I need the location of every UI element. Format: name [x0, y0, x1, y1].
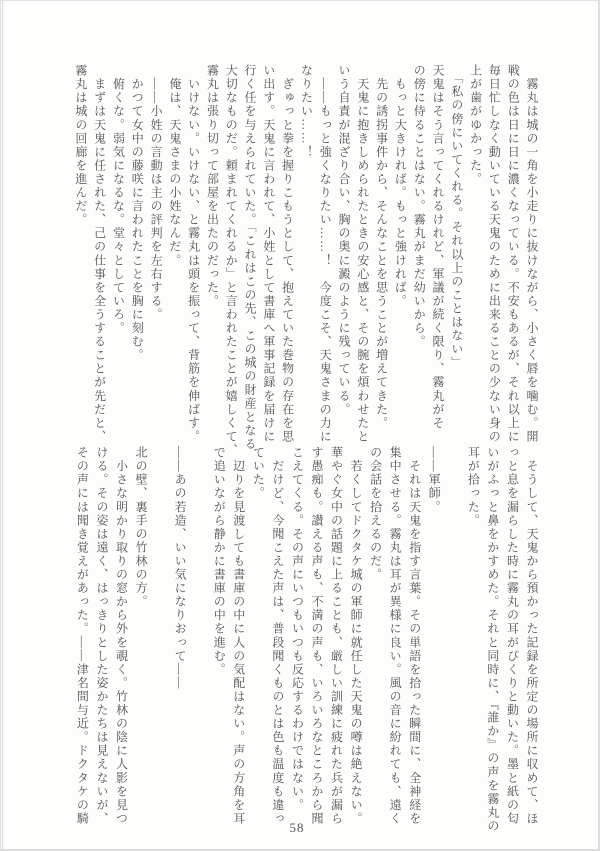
text-column-line — [189, 446, 209, 826]
text-column-line: いう自責が混ざり合い、胸の奥に澱のように残っている。 — [337, 64, 352, 417]
text-column-line: こえてくる。その声にいつもいつも反応するわけではない。 — [290, 446, 305, 812]
text-column-line: 霧丸は張り切って部屋を出たのだった。 — [205, 64, 220, 308]
text-column-line: 霧丸は城の一角を小走りに抜けながら、小さく唇を噛む。開 — [525, 64, 539, 444]
text-column-line — [150, 446, 170, 826]
text-band-top — [71, 64, 541, 457]
text-column-line: それは天鬼を指す言葉。その単語を拾った瞬間に、全神経を — [407, 446, 422, 826]
text-column-line: っと息を漏らした時に霧丸の耳がぴくりと動いた。墨と紙の匂 — [505, 446, 520, 826]
scan-edge-left — [2, 0, 3, 851]
text-column-line: 「私の傍にいてくれる。それ以上のことはない」 — [449, 64, 464, 370]
text-column-line: いがふっと鼻をかすめた。それと同時に、『誰か』の声を霧丸の — [485, 446, 500, 833]
text-column-line — [443, 446, 463, 826]
scan-edge-bottom — [0, 849, 600, 850]
text-column-line: 毎日忙しなく動いている天鬼のために出来ることの少ない身の — [487, 64, 502, 444]
text-column-line: そうして、天鬼から預かった記録を所定の場所に収めて、ほ — [525, 446, 539, 826]
text-column-line: だけど、今聞こえた声は、普段聞くものとは色も温度も違っ — [270, 446, 285, 826]
text-column-line: 霧丸は城の回廊を進んだ。 — [73, 64, 88, 227]
text-column-line: の会話を拾えるのだ。 — [368, 446, 383, 582]
text-column-line: まずは天鬼に任された、己の仕事を全うすることが先だと、 — [92, 64, 107, 444]
text-column-line: 北の壁、裏手の竹林の方。 — [134, 446, 149, 609]
text-column-line: かつて女中の藤咲に言われたことを胸に刻む。 — [130, 64, 145, 363]
text-column-line: 俺は、天鬼さまの小姓なんだ。 — [167, 64, 182, 268]
text-column-line: い出す。天鬼に言われて、小姓として書庫へ軍事記録を届けに — [261, 64, 276, 444]
text-column-line: 先の誘拐事件から、そんなことを思うことが増えてきた。 — [374, 64, 389, 430]
text-column-line: で追いながら静かに書庫の中を進む。 — [212, 446, 227, 677]
text-column-line: ていた。 — [251, 446, 266, 501]
scan-edge-right — [598, 0, 599, 851]
text-column-line: 集中させる。霧丸は耳が異様に良い。風の音に紛れても、遠く — [388, 446, 403, 826]
text-column-line: 小さな明かり取りの窓から外を覗く。竹林の陰に人影を見つ — [114, 446, 129, 826]
text-column-line: 戦の色は日に日に濃くなっている。不安もあるが、それ以上に — [506, 64, 521, 444]
text-column-line: 大切なものだ。頼まれてくれるか」と言われたことが嬉しくて、 — [224, 64, 239, 457]
text-column-line: 天鬼に抱きしめられたときの安心感と、その腕を煩わせたと — [355, 64, 370, 444]
text-column-line: の傍に侍ることはない。霧丸がまだ幼いから。 — [412, 64, 427, 349]
text-column-line: 天鬼はそう言ってくれるけれど、軍議が続く限り、霧丸がそ — [431, 64, 446, 430]
text-column-line: 若くしてドクタケ城の軍師に就任した天鬼の噂は絶えない。 — [349, 446, 364, 826]
text-column-line: ――あの若造、いい気になりおって―― — [173, 446, 188, 690]
text-column-line: いけない。いけない、と霧丸は頭を振って、背筋を伸ばす。 — [186, 64, 201, 444]
text-column-line: ――もっと強くなりたい……！ 今度こそ、天鬼さまの力に — [318, 64, 333, 444]
text-column-line: 行く任を与えられていた。「これはこの先、この城の財産となる — [243, 64, 258, 451]
text-column-line: もっと大きければ。もっと強ければ。 — [393, 64, 408, 308]
text-column-line: 上が歯がゆかった。 — [468, 64, 483, 186]
text-column-line: す愚痴も。讃える声も、不満の声も、いろいろなところから聞 — [309, 446, 324, 826]
text-column-line: 耳が拾った。 — [466, 446, 481, 528]
text-column-line: 辺りを見渡しても書庫の中に人の気配はない。声の方角を耳 — [231, 446, 246, 826]
text-column-line: ――小姓の言動は主の評判を左右する。 — [149, 64, 164, 322]
text-column-line: 俯くな。弱気になるな。堂々としていろ。 — [111, 64, 126, 335]
text-column-line: ける。その姿は遠く、はっきりとした姿かたちは見えないが、 — [94, 446, 109, 826]
text-column-line: その声には聞き覚えがあった。――津名間与近。ドクタケの騎 — [75, 446, 90, 826]
text-column-line: 華やぐ女中の話題に上ることも、厳しい訓練に疲れた兵が漏ら — [329, 446, 344, 826]
text-column-line: なりたい……！ — [299, 64, 314, 159]
text-column-line: ぎゅっと拳を握りこもうとして、抱えていた巻物の存在を思 — [280, 64, 295, 444]
text-column-line: ――軍師。 — [427, 446, 442, 514]
page-number: 58 — [289, 820, 305, 835]
